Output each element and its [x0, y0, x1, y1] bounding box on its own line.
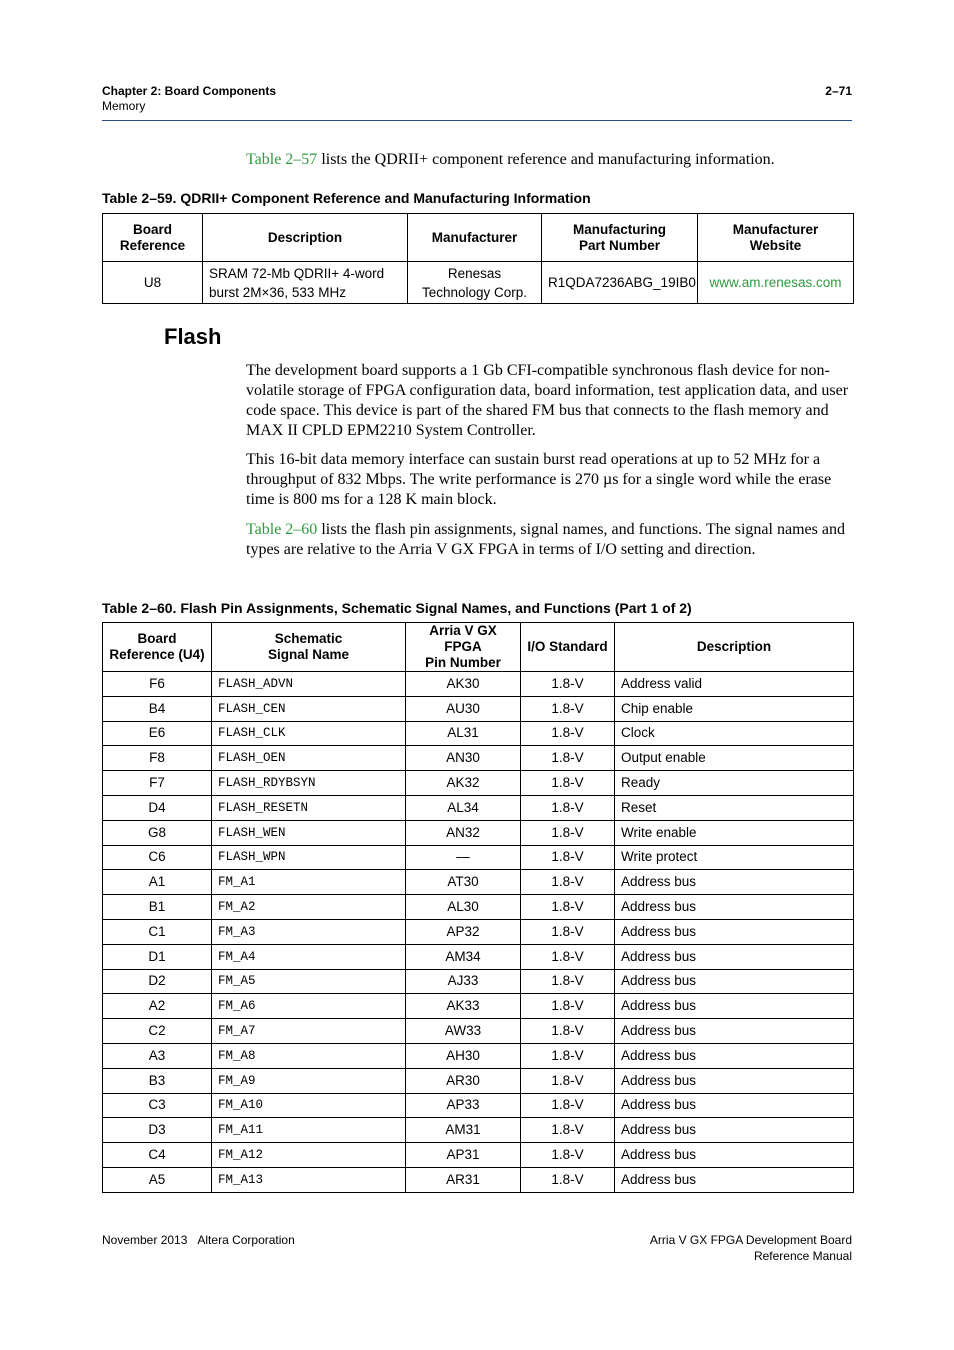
cell-description: Address bus	[615, 895, 854, 920]
cell-pin-number: AR31	[406, 1167, 521, 1192]
cell-description: Address bus	[615, 919, 854, 944]
page-number: 2–71	[825, 84, 852, 98]
cell-description: Output enable	[615, 746, 854, 771]
section-title: Memory	[102, 99, 146, 113]
cell-description: Address bus	[615, 1043, 854, 1068]
cell-description: Chip enable	[615, 696, 854, 721]
cell-io-standard: 1.8-V	[521, 1093, 615, 1118]
cell-signal-name: FLASH_OEN	[212, 746, 406, 771]
cell-description: Address valid	[615, 672, 854, 697]
cell-signal-name: FLASH_ADVN	[212, 672, 406, 697]
footer-date: November 2013	[102, 1233, 188, 1247]
cell-board-reference: A1	[103, 870, 212, 895]
table-row	[103, 994, 854, 1019]
cell-io-standard: 1.8-V	[521, 969, 615, 994]
table-row	[103, 771, 854, 796]
table-row	[103, 845, 854, 870]
cell-pin-number: AK30	[406, 672, 521, 697]
cell-pin-number: AM34	[406, 944, 521, 969]
col-signal-name: Schematic Signal Name	[212, 623, 406, 672]
cell-signal-name: FM_A3	[212, 919, 406, 944]
col-board-reference: Board Reference (U4)	[103, 623, 212, 672]
col-manufacturer: Manufacturer	[408, 214, 542, 262]
cell-io-standard: 1.8-V	[521, 721, 615, 746]
table-row	[103, 895, 854, 920]
cell-pin-number: AW33	[406, 1019, 521, 1044]
cell-pin-number: —	[406, 845, 521, 870]
cell-io-standard: 1.8-V	[521, 746, 615, 771]
cell-description: Write enable	[615, 820, 854, 845]
cell-io-standard: 1.8-V	[521, 1143, 615, 1168]
intro-text: lists the QDRII+ component reference and manufacturing information.	[317, 151, 775, 168]
table-row	[103, 746, 854, 771]
chapter-title: Chapter 2: Board Components	[102, 84, 277, 98]
col-part-number: Manufacturing Part Number	[542, 214, 698, 262]
cell-board-reference: C6	[103, 845, 212, 870]
table-row	[103, 919, 854, 944]
table-row	[103, 1019, 854, 1044]
cell-io-standard: 1.8-V	[521, 895, 615, 920]
cell-board-reference: C1	[103, 919, 212, 944]
cell-description: Address bus	[615, 1143, 854, 1168]
table-row	[103, 795, 854, 820]
cell-board-reference: F6	[103, 672, 212, 697]
cell-description: Address bus	[615, 969, 854, 994]
cell-signal-name: FM_A7	[212, 1019, 406, 1044]
table-60-caption: Table 2–60. Flash Pin Assignments, Schematic Signal Names, and Functions (Part 1 of 2)	[102, 600, 692, 616]
cell-description: Address bus	[615, 870, 854, 895]
footer-doc-title: Arria V GX FPGA Development Board	[649, 1233, 852, 1247]
table-row	[103, 1043, 854, 1068]
page-header	[102, 84, 852, 114]
cell-io-standard: 1.8-V	[521, 1019, 615, 1044]
cell-signal-name: FM_A11	[212, 1118, 406, 1143]
table-header-row	[103, 623, 854, 672]
cell-pin-number: AL30	[406, 895, 521, 920]
col-description: Description	[203, 214, 408, 262]
cell-signal-name: FLASH_RDYBSYN	[212, 771, 406, 796]
table-2-60-link[interactable]: Table 2–60	[246, 521, 318, 538]
cell-board-reference: C2	[103, 1019, 212, 1044]
flash-paragraph-1: The development board supports a 1 Gb CFI-compatible synchronous flash device for non-volatile storage of FPGA configuration data, board information, test application data, and user code space. This device is part of the shared FM bus that connects to the flash memory and MAX II CPLD EPM2210 System Controller.	[246, 362, 849, 439]
cell-board-reference: B3	[103, 1068, 212, 1093]
cell-signal-name: FM_A4	[212, 944, 406, 969]
section-heading-flash: Flash	[164, 324, 222, 349]
table-header-row	[103, 214, 854, 262]
table-row	[103, 672, 854, 697]
table-row	[103, 1093, 854, 1118]
cell-description: Write protect	[615, 845, 854, 870]
table-row	[103, 969, 854, 994]
cell-website	[698, 262, 854, 304]
cell-board-reference: F7	[103, 771, 212, 796]
cell-pin-number: AJ33	[406, 969, 521, 994]
cell-pin-number: AR30	[406, 1068, 521, 1093]
footer-doc-subtitle: Reference Manual	[753, 1249, 852, 1263]
col-board-reference: Board Reference	[103, 214, 203, 262]
header-divider	[102, 120, 852, 121]
flash-pin-table	[102, 622, 854, 1193]
cell-io-standard: 1.8-V	[521, 820, 615, 845]
table-row	[103, 1118, 854, 1143]
cell-board-reference: D4	[103, 795, 212, 820]
cell-board-reference: E6	[103, 721, 212, 746]
cell-io-standard: 1.8-V	[521, 771, 615, 796]
cell-description: Address bus	[615, 1093, 854, 1118]
cell-signal-name: FLASH_RESETN	[212, 795, 406, 820]
cell-pin-number: AP33	[406, 1093, 521, 1118]
cell-board-reference: B4	[103, 696, 212, 721]
flash-paragraph-3: Table 2–60 lists the flash pin assignments, signal names, and functions. The signal names and types are relative to the Arria V GX FPGA in terms of I/O setting and direction.	[246, 521, 845, 558]
page-footer	[102, 1232, 852, 1263]
table-59-caption: Table 2–59. QDRII+ Component Reference and Manufacturing Information	[102, 190, 591, 206]
cell-description: Reset	[615, 795, 854, 820]
table-row	[103, 944, 854, 969]
cell-board-reference: U8	[103, 262, 203, 304]
flash-paragraph-2: This 16-bit data memory interface can sustain burst read operations at up to 52 MHz for a throughput of 832 Mbps. The write performance is 270 µs for a single word while the erase time is 800 ms for a 128 K main block.	[246, 451, 832, 508]
cell-io-standard: 1.8-V	[521, 1068, 615, 1093]
cell-signal-name: FM_A10	[212, 1093, 406, 1118]
table-row	[103, 870, 854, 895]
cell-description: Address bus	[615, 1118, 854, 1143]
intro-paragraph	[246, 150, 852, 170]
cell-board-reference: C3	[103, 1093, 212, 1118]
cell-io-standard: 1.8-V	[521, 672, 615, 697]
cell-description: Address bus	[615, 1068, 854, 1093]
footer-company: Altera Corporation	[197, 1233, 295, 1247]
table-row	[103, 696, 854, 721]
cell-board-reference: B1	[103, 895, 212, 920]
cell-signal-name: FLASH_CEN	[212, 696, 406, 721]
table-row	[103, 721, 854, 746]
cell-pin-number: AH30	[406, 1043, 521, 1068]
cell-pin-number: AK33	[406, 994, 521, 1019]
col-io-standard: I/O Standard	[521, 623, 615, 672]
cell-description: SRAM 72-Mb QDRII+ 4-word burst 2M×36, 533 MHz	[203, 262, 408, 304]
cell-signal-name: FM_A8	[212, 1043, 406, 1068]
table-row	[103, 262, 854, 304]
cell-signal-name: FLASH_WEN	[212, 820, 406, 845]
cell-io-standard: 1.8-V	[521, 696, 615, 721]
cell-signal-name: FM_A1	[212, 870, 406, 895]
cell-board-reference: D3	[103, 1118, 212, 1143]
cell-description: Address bus	[615, 1019, 854, 1044]
cell-pin-number: AT30	[406, 870, 521, 895]
cell-pin-number: AL31	[406, 721, 521, 746]
cell-io-standard: 1.8-V	[521, 1043, 615, 1068]
cell-description: Address bus	[615, 994, 854, 1019]
cell-io-standard: 1.8-V	[521, 1118, 615, 1143]
cell-board-reference: D2	[103, 969, 212, 994]
cell-board-reference: D1	[103, 944, 212, 969]
col-website: Manufacturer Website	[698, 214, 854, 262]
cell-signal-name: FM_A5	[212, 969, 406, 994]
cell-signal-name: FM_A9	[212, 1068, 406, 1093]
cell-pin-number: AP32	[406, 919, 521, 944]
cell-description: Address bus	[615, 944, 854, 969]
cell-io-standard: 1.8-V	[521, 944, 615, 969]
cell-io-standard: 1.8-V	[521, 994, 615, 1019]
cell-pin-number: AU30	[406, 696, 521, 721]
cell-io-standard: 1.8-V	[521, 795, 615, 820]
col-pin-number: Arria V GX FPGA Pin Number	[406, 623, 521, 672]
cell-pin-number: AN32	[406, 820, 521, 845]
cell-board-reference: A2	[103, 994, 212, 1019]
table-row	[103, 1143, 854, 1168]
cell-pin-number: AL34	[406, 795, 521, 820]
col-description: Description	[615, 623, 854, 672]
table-2-57-link[interactable]: Table 2–57	[246, 151, 318, 168]
cell-board-reference: F8	[103, 746, 212, 771]
cell-part-number: R1QDA7236ABG_19IB0	[542, 262, 698, 304]
cell-description: Clock	[615, 721, 854, 746]
cell-pin-number: AN30	[406, 746, 521, 771]
qdrii-component-table	[102, 213, 854, 304]
renesas-website-link[interactable]: www.am.renesas.com	[709, 275, 842, 290]
cell-board-reference: A5	[103, 1167, 212, 1192]
cell-io-standard: 1.8-V	[521, 870, 615, 895]
table-row	[103, 820, 854, 845]
cell-signal-name: FM_A2	[212, 895, 406, 920]
table-row	[103, 1068, 854, 1093]
cell-manufacturer: Renesas Technology Corp.	[408, 262, 542, 304]
cell-board-reference: G8	[103, 820, 212, 845]
cell-board-reference: A3	[103, 1043, 212, 1068]
cell-pin-number: AK32	[406, 771, 521, 796]
cell-io-standard: 1.8-V	[521, 845, 615, 870]
cell-io-standard: 1.8-V	[521, 919, 615, 944]
cell-signal-name: FLASH_CLK	[212, 721, 406, 746]
cell-signal-name: FLASH_WPN	[212, 845, 406, 870]
cell-description: Ready	[615, 771, 854, 796]
cell-pin-number: AM31	[406, 1118, 521, 1143]
cell-io-standard: 1.8-V	[521, 1167, 615, 1192]
cell-signal-name: FM_A12	[212, 1143, 406, 1168]
cell-signal-name: FM_A6	[212, 994, 406, 1019]
cell-description: Address bus	[615, 1167, 854, 1192]
cell-signal-name: FM_A13	[212, 1167, 406, 1192]
cell-pin-number: AP31	[406, 1143, 521, 1168]
table-row	[103, 1167, 854, 1192]
cell-board-reference: C4	[103, 1143, 212, 1168]
